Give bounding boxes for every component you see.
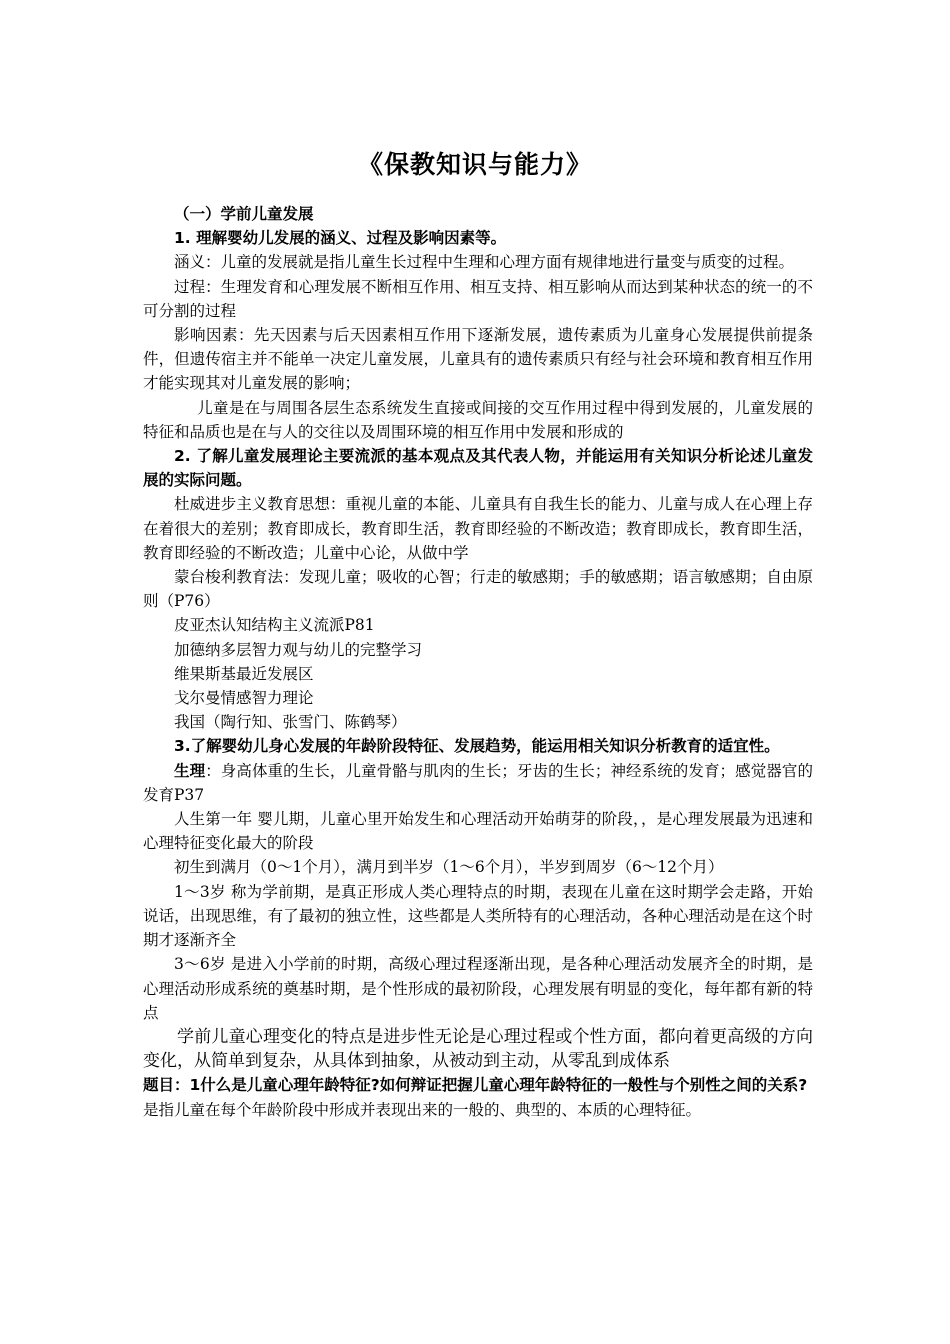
physiology-text: ：身高体重的生长，儿童骨骼与肌肉的生长；牙齿的生长；神经系统的发育；感觉器官的发育P37 bbox=[143, 761, 813, 804]
item-3-heading: 3.了解婴幼儿身心发展的年龄阶段特征、发展趋势，能运用相关知识分析教育的适宜性。 bbox=[174, 737, 780, 756]
paragraph-piaget: 皮亚杰认知结构主义流派P81 bbox=[174, 616, 375, 635]
document-title: 《保教知识与能力》 bbox=[357, 150, 592, 179]
document-body bbox=[143, 202, 813, 1122]
paragraph-goleman: 戈尔曼情感智力理论 bbox=[174, 689, 314, 708]
paragraph-meaning: 涵义：儿童的发展就是指儿童生长过程中生理和心理方面有规律地进行量变与质变的过程。 bbox=[174, 253, 795, 272]
paragraph-china: 我国（陶行知、张雪门、陈鹤琴） bbox=[174, 713, 407, 732]
paragraph-process: 过程：生理发育和心理发展不断相互作用、相互支持、相互影响从而达到某种状态的统一的不可分割的过程 bbox=[143, 277, 813, 320]
question-1-answer: 是指儿童在每个年龄阶段中形成并表现出来的一般的、典型的、本质的心理特征。 bbox=[143, 1100, 702, 1119]
physiology-label: 生理 bbox=[174, 761, 206, 780]
paragraph-infancy: 人生第一年 婴儿期，儿童心里开始发生和心理活动开始萌芽的阶段，，是心理发展最为迅速和心理特征变化最大的阶段 bbox=[143, 810, 813, 853]
paragraph-gardner: 加德纳多层智力观与幼儿的完整学习 bbox=[174, 640, 423, 659]
paragraph-months: 初生到满月（0～1个月），满月到半岁（1～6个月），半岁到周岁（6～12个月） bbox=[174, 858, 724, 877]
item-1-heading: 1. 理解婴幼儿发展的涵义、过程及影响因素等。 bbox=[174, 229, 507, 248]
section-heading: （一）学前儿童发展 bbox=[174, 205, 314, 223]
item-2-heading: 2. 了解儿童发展理论主要流派的基本观点及其代表人物，并能运用有关知识分析论述儿童发展的实际问题。 bbox=[143, 447, 813, 490]
paragraph-vygotsky: 维果斯基最近发展区 bbox=[174, 664, 314, 683]
paragraph-factors: 影响因素：先天因素与后天因素相互作用下逐渐发展，遗传素质为儿童身心发展提供前提条件，但遗传宿主并不能单一决定儿童发展，儿童具有的遗传素质只有经与社会环境和教育相互作用才能实现其对儿童发展的影响； bbox=[143, 326, 813, 393]
paragraph-age-3-6: 3～6岁 是进入小学前的时期，高级心理过程逐渐出现，是各种心理活动发展齐全的时期，是心理活动形成系统的奠基时期，是个性形成的最初阶段，心理发展有明显的变化，每年都有新的特点 bbox=[143, 955, 813, 1022]
paragraph-age-1-3: 1～3岁 称为学前期，是真正形成人类心理特点的时期，表现在儿童在这时期学会走路，开始说话，出现思维，有了最初的独立性，这些都是人类所特有的心理活动，各种心理活动是在这个时期才逐渐齐全 bbox=[143, 882, 813, 950]
paragraph-dewey: 杜威进步主义教育思想：重视儿童的本能、儿童具有自我生长的能力、儿童与成人在心理上存在着很大的差别；教育即成长，教育即生活，教育即经验的不断改造；教育即成长，教育即生活，教育即经验的不断改造；儿童中心论，从做中学 bbox=[143, 495, 813, 562]
question-1-heading: 题目：1什么是儿童心理年龄特征?如何辩证把握儿童心理年龄特征的一般性与个别性之间的关系? bbox=[143, 1076, 808, 1095]
paragraph-ecology: 儿童是在与周围各层生态系统发生直接或间接的交互作用过程中得到发展的，儿童发展的特征和品质也是在与人的交往以及周围环境的相互作用中发展和形成的 bbox=[143, 398, 813, 441]
paragraph-montessori: 蒙台梭利教育法：发现儿童；吸收的心智；行走的敏感期；手的敏感期；语言敏感期；自由原则（P76） bbox=[143, 568, 813, 611]
paragraph-trend: 学前儿童心理变化的特点是进步性无论是心理过程或个性方面，都向着更高级的方向变化，从简单到复杂，从具体到抽象，从被动到主动，从零乱到成体系 bbox=[143, 1026, 813, 1072]
paragraph-physiology bbox=[143, 759, 813, 807]
